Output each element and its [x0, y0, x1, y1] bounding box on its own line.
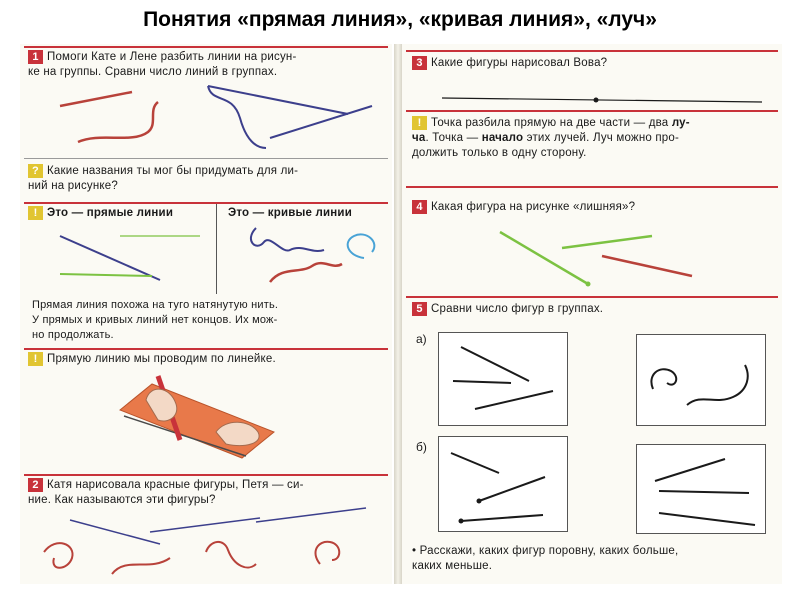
task-2-line-2: ние. Как называются эти фигуры? [28, 494, 216, 506]
ray [451, 453, 499, 473]
ray-note-line-1b: лу- [671, 117, 690, 129]
red-curved-line [315, 542, 339, 564]
task-number: 4 [412, 200, 427, 214]
ray-note-line-2a: ча [412, 132, 426, 144]
group-a-curved-frame [636, 334, 766, 426]
red-curved-line [206, 542, 256, 568]
task-1-line-1: Помоги Кате и Лене разбить линии на рисун- [47, 51, 297, 63]
straight-line [655, 459, 725, 481]
question-line-2: ний на рисунке? [28, 180, 118, 192]
group-b-label: б) [416, 440, 427, 454]
ray-note-line-2b: . Точка — [425, 132, 482, 144]
group-a-straight-frame [438, 332, 568, 426]
group-b-rays-frame [438, 436, 568, 532]
curved-lines-label: Это — кривые линии [228, 207, 352, 219]
task-number: 3 [412, 56, 427, 70]
blue-line [150, 518, 260, 532]
task-4-text: Какая фигура на рисунке «лишняя»? [431, 201, 636, 213]
book-spine [394, 44, 402, 584]
straight-line [461, 347, 529, 381]
ray-note-line-3: должить только в одну сторону. [412, 147, 587, 159]
curved-line [651, 369, 676, 389]
ray-note-line-1a: Точка разбила прямую на две части — два [431, 117, 672, 129]
group-b-straight-frame [636, 444, 766, 534]
group-b-rays [439, 437, 567, 531]
straight-line [453, 381, 511, 383]
page-title: Понятия «прямая линия», «кривая линия», «луч» [143, 8, 657, 31]
definition-line-3: но продолжать. [32, 329, 114, 341]
straight-line [659, 513, 755, 525]
ray [461, 515, 543, 521]
task-1-line-2: ке на группы. Сравни число линий в группах. [28, 66, 278, 78]
bullet-icon: • [412, 545, 417, 557]
task-5 [412, 302, 603, 317]
red-curved-line [44, 543, 73, 568]
red-curved-line [112, 558, 170, 574]
section-divider [406, 296, 778, 298]
ray-note-line-2d: этих лучей. Луч можно про- [523, 132, 680, 144]
task-number: 2 [28, 478, 43, 492]
task-number: 1 [28, 50, 43, 64]
red-line [602, 256, 692, 276]
task-2-figures-illustration [20, 44, 392, 584]
closing-question [412, 544, 678, 574]
group-b-straight-lines [637, 445, 765, 533]
green-line [500, 232, 588, 284]
straight-line [659, 491, 749, 493]
info-marker: ! [28, 352, 43, 366]
ruler-note-text: Прямую линию мы проводим по линейке. [47, 353, 276, 365]
green-line [562, 236, 652, 248]
task-2-line-1: Катя нарисовала красные фигуры, Петя — си- [47, 479, 304, 491]
question-line-1: Какие названия ты мог бы придумать для ли- [47, 165, 299, 177]
task-3-text: Какие фигуры нарисовал Вова? [431, 57, 608, 69]
ray-note-line-2c: начало [481, 132, 524, 144]
info-marker: ! [28, 206, 43, 220]
ray [479, 477, 545, 501]
info-marker: ! [412, 116, 427, 130]
straight-lines-label: Это — прямые линии [47, 207, 174, 219]
definition-line-2: У прямых и кривых линий нет концов. Их мож- [32, 314, 278, 326]
group-a-label: а) [416, 332, 427, 346]
task-4-illustration [402, 44, 782, 304]
task-number: 5 [412, 302, 427, 316]
left-textbook-page [20, 44, 392, 584]
point-marker [586, 282, 591, 287]
curved-line [687, 365, 748, 405]
group-a-straight-lines [439, 333, 567, 425]
straight-line [475, 391, 553, 409]
question-marker: ? [28, 164, 43, 178]
closing-line-2: каких меньше. [412, 560, 493, 572]
definition-line-1: Прямая линия похожа на туго натянутую нить. [32, 299, 279, 311]
blue-line [256, 508, 366, 522]
task-5-text: Сравни число фигур в группах. [431, 303, 604, 315]
closing-line-1: Расскажи, каких фигур поровну, каких больше, [419, 545, 679, 557]
right-textbook-page [402, 44, 782, 584]
blue-line [70, 520, 160, 544]
group-a-curved-lines [637, 335, 765, 425]
